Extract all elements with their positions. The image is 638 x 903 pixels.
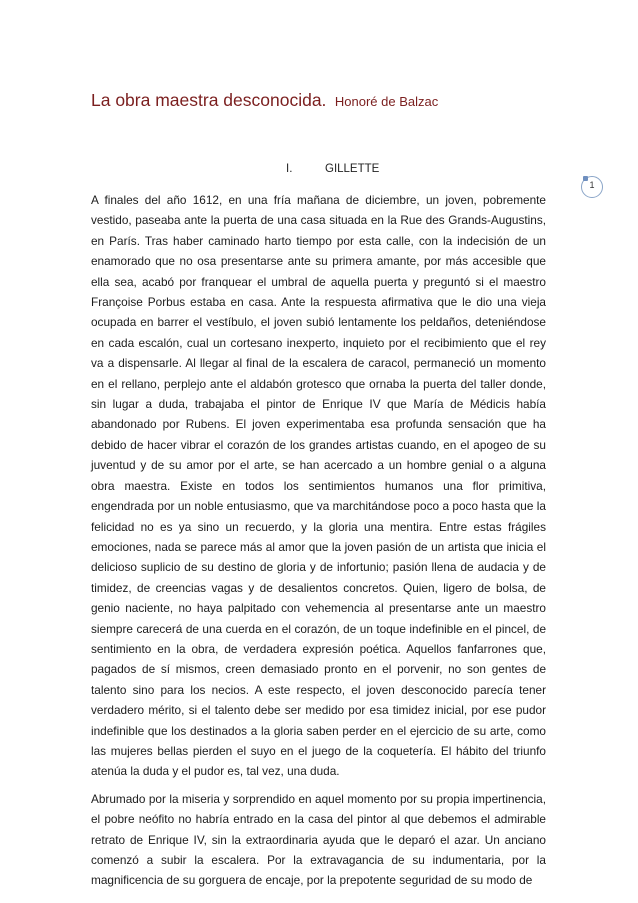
paragraph: Abrumado por la miseria y sorprendido en aquel momento por su propia impertinencia, el pobre neófito no habría entrado en la casa del pintor al que debemos el admirable retrato de Enrique IV, sin la extraordinaria ayuda que le deparó el azar. Un anciano comenzó a subir la escalera. Por la extravagancia de su indumentaria, por la magnificencia de su gorguera de encaje, por la prepotente seguridad de su modo de xyxy=(91,791,546,888)
body-text xyxy=(91,190,546,891)
document-title: La obra maestra desconocida. xyxy=(91,90,327,110)
chapter-number: I. xyxy=(286,163,293,175)
chapter-name: GILLETTE xyxy=(325,163,380,175)
document-title-line xyxy=(91,90,561,111)
document-author: Honoré de Balzac xyxy=(334,94,439,109)
page-number-marker xyxy=(581,176,603,198)
paragraph: A finales del año 1612, en una fría mañana de diciembre, un joven, pobremente vestido, paseaba ante la puerta de una casa situada en la Rue des Grands-Augustins, en París. Tras haber caminado harto tiempo por esta calle, con la indecisión de un enamorado que no osa presentarse ante su primera amante, por más accesible que ella sea, acabó por franquear el umbral de aquella puerta y preguntó si el maestro Françoise Porbus estaba en casa. Ante la respuesta afirmativa que le dio una vieja ocupada en barrer el vestíbulo, el joven subió lentamente los peldaños, deteniéndose en cada escalón, cual un cortesano inexperto, inquieto por el recibimiento que el rey va a dispensarle. Al llegar al final de la escalera de caracol, permaneció un momento en el rellano, perplejo ante el aldabón grotesco que ornaba la puerta del taller donde, sin lugar a duda, trabajaba el pintor de Enrique IV que María de Médicis había abandonado por Rubens. El joven experimentaba esa profunda sensación que ha debido de hacer vibrar el corazón de los grandes artistas cuando, en el apogeo de su juventud y de su amor por el arte, se han acercado a un hombre genial o a alguna obra maestra. Existe en todos los sentimientos humanos una flor primitiva, engendrada por un noble entusiasmo, que va marchitándose poco a poco hasta que la felicidad no es ya sino un recuerdo, y la gloria una mentira. Entre estas frágiles emociones, nada se parece más al amor que la joven pasión de un artista que inicia el delicioso suplicio de su destino de gloria y de infortunio; pasión llena de audacia y de timidez, de creencias vagas y de desalientos concretos. Quien, ligero de bolsa, de genio naciente, no haya palpitado con vehemencia al presentarse ante un maestro siempre carecerá de una cuerda en el corazón, de un toque indefinible en el pincel, de sentimiento en la obra, de verdadera expresión poética. Aquellos fanfarrones que, pagados de sí mismos, creen demasiado pronto en el porvenir, no son gentes de talento sino para los necios. A este respecto, el joven desconocido parecía tener verdadero mérito, si el talento debe ser medido por esa timidez inicial, por ese pudor indefinible que los destinados a la gloria saben perder en el ejercicio de su arte, como las mujeres bellas pierden el suyo en el juego de la coquetería. El hábito del triunfo atenúa la duda y el pudor es, tal vez, una duda. xyxy=(91,193,546,779)
page-number: 1 xyxy=(589,180,595,190)
